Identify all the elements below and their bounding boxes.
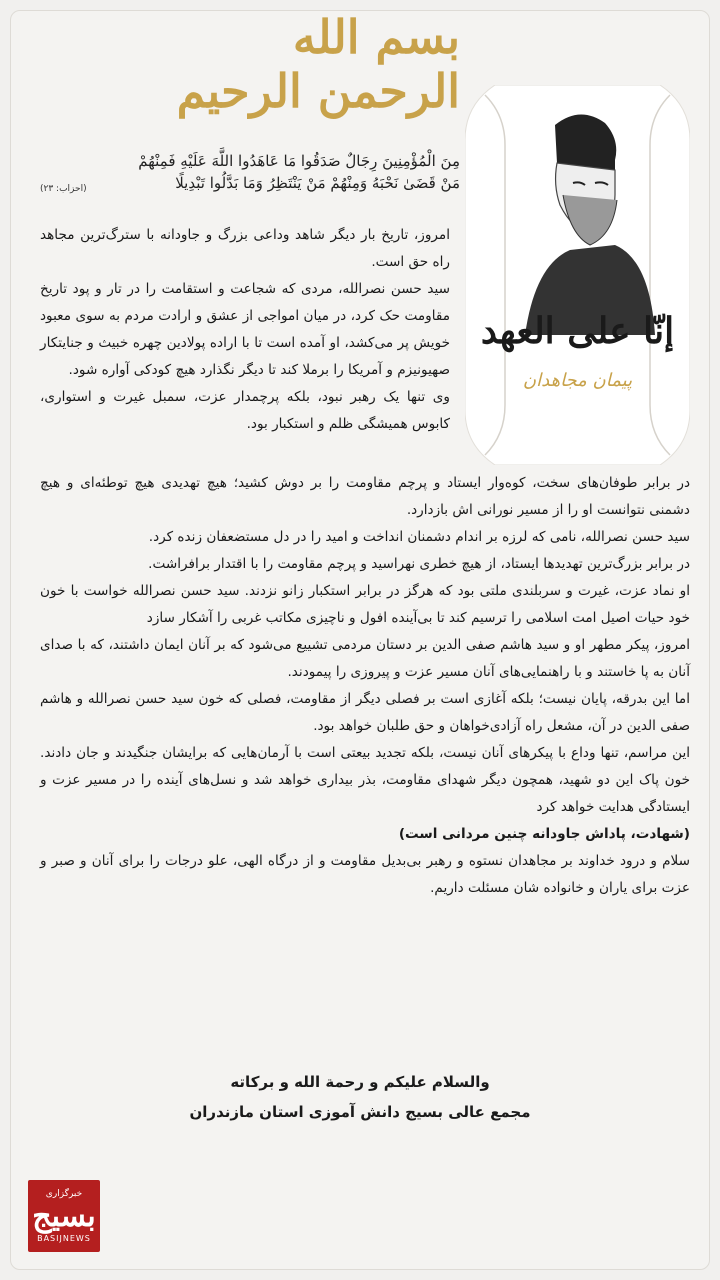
emblem-title: إنّا على العهد xyxy=(480,310,675,352)
paragraph: وی تنها یک رهبر نبود، بلکه پرچمدار عزت، سمبل غیرت و استواری، کابوس همیشگی ظلم و استکبار بود. xyxy=(40,389,450,432)
verse-line: مِنَ الْمُؤْمِنِينَ رِجَالٌ صَدَقُوا مَا عَاهَدُوا اللَّهَ عَلَيْهِ فَمِنْهُمْ xyxy=(138,152,460,170)
verse-line: مَنْ قَضَىٰ نَحْبَهُ وَمِنْهُمْ مَنْ يَنْتَظِرُ وَمَا بَدَّلُوا تَبْدِيلًا xyxy=(175,174,460,192)
closing-block xyxy=(150,1067,570,1127)
emblem-card xyxy=(465,85,690,465)
paragraph: اما این بدرقه، پایان نیست؛ بلکه آغازی است بر فصلی دیگر از مقاومت، فصلی که خون سید حسن نصرالله و هاشم صفی الدین در آن، مشعل راه آزادی‌خواهان و حق طلبان خواهد بود. xyxy=(40,691,690,734)
highlight-line: (شهادت، پاداش جاودانه چنین مردانی است) xyxy=(398,826,690,842)
paragraph: امروز، تاریخ بار دیگر شاهد وداعی بزرگ و جاودانه با سترگ‌ترین مجاهد راه حق است. xyxy=(40,227,450,270)
paragraph: در برابر طوفان‌های سخت، کوه‌وار ایستاد و پرچم مقاومت را بر دوش کشید؛ هیچ تهدیدی هیچ توطئه‌ای و هیچ دشمنی نتوانست او را از مسیر نورانی اش بازدارد. xyxy=(40,475,690,518)
paragraph: سید حسن نصرالله، مردی که شجاعت و استقامت را در تار و پود تاریخ مقاومت حک کرد، در میان امواجی از عشق و ارادت مردم به سوی معبود خویش پر می‌کشد، او آمده است تا با اراده پولادین چهره خبیث و جنایتکار صهیونیزم و آمریکا را برملا کند تا دیگر نگذارد هیچ کودکی آواره شود. xyxy=(40,281,450,378)
logo-bottom-text: BASIJNEWS xyxy=(37,1233,91,1243)
emblem-subtitle: پیمان مجاهدان xyxy=(522,370,633,391)
paragraph: سید حسن نصرالله، نامی که لرزه بر اندام دشمنان انداخت و امید را در دل مستضعفان زنده کرد. xyxy=(148,529,690,545)
logo-top-text: خبرگزاری xyxy=(45,1188,83,1199)
paragraph: او نماد عزت، غیرت و سربلندی ملتی بود که هرگز در برابر استکبار زانو نزدند. سید حسن نصرالله خواست با خون خود حیات اصیل امت اسلامی را ترسیم کند تا بی‌آینده افول و ناچیزی مکاتب غربی را آشکار سازد xyxy=(40,583,690,626)
logo-main-text: بسیج xyxy=(32,1198,96,1234)
verse-reference: (احزاب: ۲۳) xyxy=(40,184,87,194)
body-column-wide xyxy=(40,470,690,902)
basij-news-logo xyxy=(28,1180,100,1252)
bismillah-calligraphy: بسم الله الرحمن الرحیم xyxy=(176,10,460,118)
salutation: والسلام علیکم و رحمة الله و برکاته xyxy=(230,1073,490,1091)
body-column-narrow xyxy=(40,222,450,438)
signature: مجمع عالی بسیج دانش آموزی استان مازندران xyxy=(189,1103,531,1121)
paragraph: در برابر بزرگ‌ترین تهدیدها ایستاد، از هیچ خطری نهراسید و پرچم مقاومت را با اقتدار برافراشت. xyxy=(148,556,690,572)
paragraph: امروز، پیکر مطهر او و سید هاشم صفی الدین بر دستان مردمی تشییع می‌شود که بر آنان ایمان داشتند، که با صدای آنان به پا خاستند و با راهنمایی‌های آنان مسیر عزت و پیروزی را پیمودند. xyxy=(40,637,690,680)
emblem-graphic xyxy=(465,85,690,465)
final-paragraph: سلام و درود خداوند بر مجاهدان نستوه و رهبر بی‌بدیل مقاومت و از درگاه الهی، علو درجات را برای آنان و صبر و عزت برای یاران و خانواده شان مسئلت داریم. xyxy=(40,853,690,896)
paragraph: این مراسم، تنها وداع با پیکرهای آنان نیست، بلکه تجدید بیعتی است با آرمان‌هایی که برایشان جنگیدند و جان دادند. خون پاک این دو شهید، همچون دیگر شهدای مقاومت، بذر بیداری خواهد شد و نسل‌های آینده را در مسیر عزت و ایستادگی هدایت خواهد کرد xyxy=(40,745,690,815)
